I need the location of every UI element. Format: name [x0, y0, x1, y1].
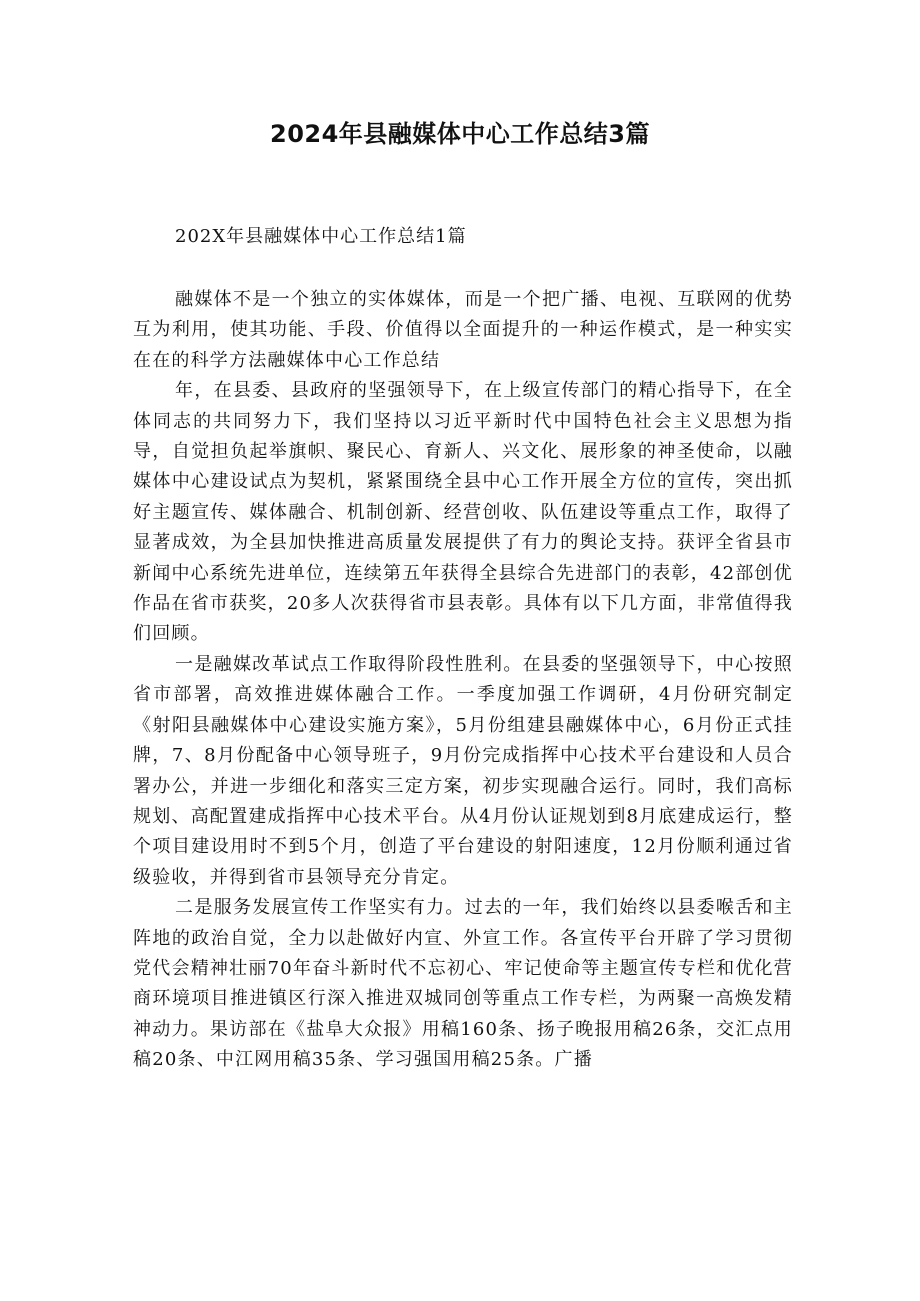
body-text: [133, 285, 793, 1076]
document-title: 2024年县融媒体中心工作总结3篇: [270, 120, 650, 148]
paragraph: 二是服务发展宣传工作坚实有力。过去的一年，我们始终以县委喉舌和主阵地的政治自觉，全力以赴做好内宣、外宣工作。各宣传平台开辟了学习贯彻党代会精神壮丽70年奋斗新时代不忘初心、牢记使命等主题宣传专栏和优化营商环境项目推进镇区行深入推进双城同创等重点工作专栏，为两聚一高焕发精神动力。果访部在《盐阜大众报》用稿160条、扬子晚报用稿26条，交汇点用稿20条、中江网用稿35条、学习强国用稿25条。广播: [133, 897, 793, 1071]
paragraph: 一是融媒改革试点工作取得阶段性胜利。在县委的坚强领导下，中心按照省市部署，高效推进媒体融合工作。一季度加强工作调研，4月份研究制定《射阳县融媒体中心建设实施方案》，5月份组建县融媒体中心，6月份正式挂牌，7、8月份配备中心领导班子，9月份完成指挥中心技术平台建设和人员合署办公，并进一步细化和落实三定方案，初步实现融合运行。同时，我们高标规划、高配置建成指挥中心技术平台。从4月份认证规划到8月底建成运行，整个项目建设用时不到5个月，创造了平台建设的射阳速度，12月份顺利通过省级验收，并得到省市县领导充分肯定。: [133, 653, 793, 888]
paragraph: 年，在县委、县政府的坚强领导下，在上级宣传部门的精心指导下，在全体同志的共同努力下，我们坚持以习近平新时代中国特色社会主义思想为指导，自觉担负起举旗帜、聚民心、育新人、兴文化、展形象的神圣使命，以融媒体中心建设试点为契机，紧紧围绕全县中心工作开展全方位的宣传，突出抓好主题宣传、媒体融合、机制创新、经营创收、队伍建设等重点工作，取得了显著成效，为全县加快推进高质量发展提供了有力的舆论支持。获评全省县市新闻中心系统先进单位，连续第五年获得全县综合先进部门的表彰，42部创优作品在省市获奖，20多人次获得省市县表彰。具体有以下几方面，非常值得我们回顾。: [133, 380, 793, 645]
paragraph: 融媒体不是一个独立的实体媒体，而是一个把广播、电视、互联网的优势互为利用，使其功能、手段、价值得以全面提升的一种运作模式，是一种实实在在的科学方法融媒体中心工作总结: [133, 289, 793, 371]
section-subtitle: 202X年县融媒体中心工作总结1篇: [175, 226, 467, 247]
